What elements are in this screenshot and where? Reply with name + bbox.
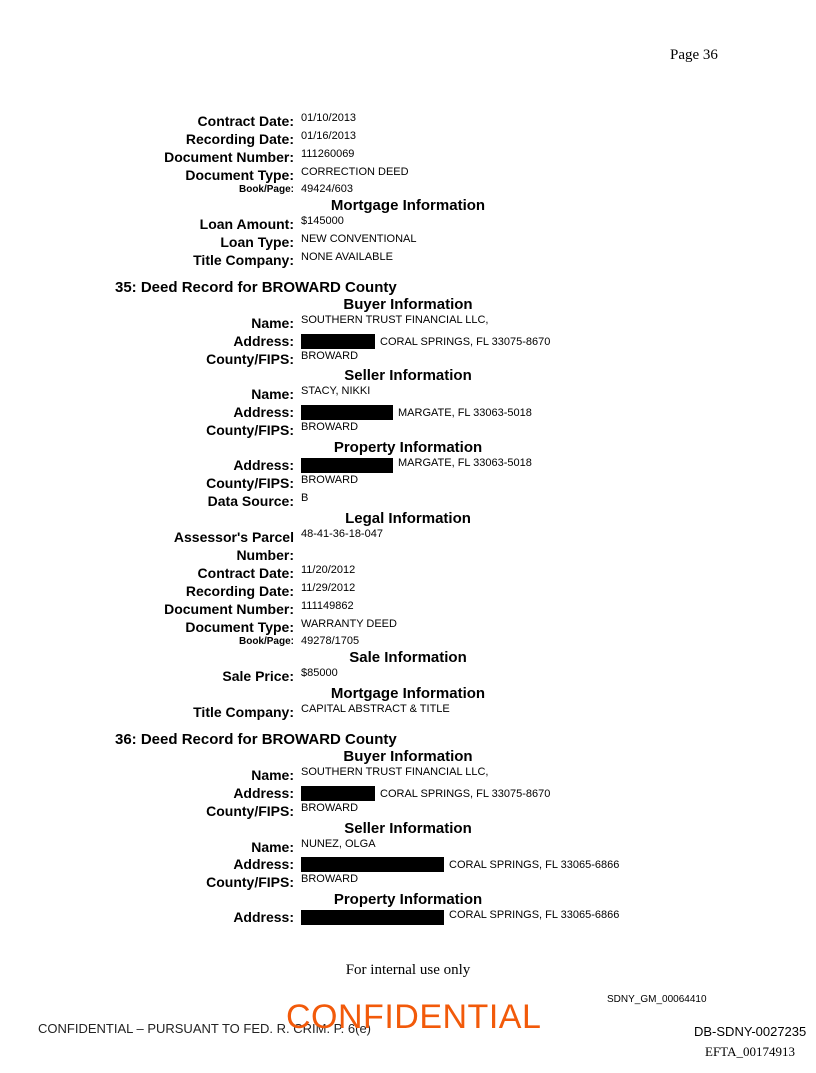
recording-date-label: Recording Date: — [185, 131, 294, 147]
fed-rule-notice: CONFIDENTIAL – PURSUANT TO FED. R. CRIM. P. 6(e) — [38, 1021, 372, 1036]
buyer-county-value: BROWARD — [301, 350, 359, 362]
buyer-address-label: Address: — [233, 785, 294, 801]
bates-number: SDNY_GM_00064410 — [607, 994, 707, 1005]
property-address-tail: MARGATE, FL 33063-5018 — [398, 457, 532, 469]
seller-name-label: Name: — [251, 386, 294, 402]
buyer-name-value: SOUTHERN TRUST FINANCIAL LLC, — [301, 766, 489, 778]
buyer-address-tail: CORAL SPRINGS, FL 33075-8670 — [380, 788, 551, 800]
loan-amount-value: $145000 — [301, 215, 344, 227]
record-35-contract-date-row — [0, 564, 816, 582]
redaction-box — [301, 857, 444, 872]
record-35-sale-heading: Sale Information — [349, 649, 467, 666]
book-page-label: Book/Page: — [238, 184, 294, 195]
record-36-buyer-name-row — [0, 766, 816, 784]
seller-address-label: Address: — [233, 856, 294, 872]
record-35-title-company-row — [0, 703, 816, 721]
contract-date-row — [0, 112, 816, 130]
page-number: Page 36 — [670, 47, 718, 63]
seller-name-value: STACY, NIKKI — [301, 385, 371, 397]
record-35-mortgage-heading: Mortgage Information — [330, 685, 486, 702]
record-35-seller-address-row — [0, 403, 816, 421]
buyer-name-label: Name: — [251, 315, 294, 331]
record-36-buyer-county-row — [0, 802, 816, 820]
record-35-heading: 35: Deed Record for BROWARD County — [115, 279, 397, 296]
loan-type-row — [0, 233, 816, 251]
property-address-label: Address: — [233, 909, 294, 925]
title-company-label: Title Company: — [193, 252, 294, 268]
loan-type-label: Loan Type: — [220, 234, 294, 250]
document-type-value: CORRECTION DEED — [301, 166, 409, 178]
redaction-box — [301, 458, 393, 473]
seller-name-label: Name: — [251, 839, 294, 855]
title-company-value: CAPITAL ABSTRACT & TITLE — [301, 703, 450, 715]
record-36-heading: 36: Deed Record for BROWARD County — [115, 731, 397, 748]
book-page-value: 49424/603 — [301, 183, 353, 195]
record-36-property-heading: Property Information — [333, 891, 483, 908]
document-number-row — [0, 148, 816, 166]
mortgage-heading: Mortgage Information — [330, 197, 486, 214]
book-page-value: 49278/1705 — [301, 635, 360, 647]
record-35-recording-date-row — [0, 582, 816, 600]
record-35-property-heading: Property Information — [333, 439, 483, 456]
recording-date-value: 01/16/2013 — [301, 130, 357, 142]
confidential-stamp: CONFIDENTIAL — [286, 998, 542, 1036]
title-company-label: Title Company: — [193, 704, 294, 720]
book-page-label: Book/Page: — [238, 636, 294, 647]
record-36-seller-name-row — [0, 838, 816, 856]
title-company-value: NONE AVAILABLE — [301, 251, 393, 263]
document-type-label: Document Type: — [185, 619, 294, 635]
seller-county-label: County/FIPS: — [206, 874, 294, 890]
record-36-buyer-heading: Buyer Information — [343, 748, 473, 765]
property-address-tail: CORAL SPRINGS, FL 33065-6866 — [449, 909, 620, 921]
redaction-box — [301, 405, 393, 420]
record-35-parcel-row — [0, 528, 816, 564]
seller-county-label: County/FIPS: — [206, 422, 294, 438]
record-35-seller-heading: Seller Information — [344, 367, 472, 384]
contract-date-label: Contract Date: — [197, 113, 294, 129]
record-36-seller-address-row — [0, 855, 816, 873]
db-sdny-number: DB-SDNY-0027235 — [694, 1024, 807, 1039]
record-35-buyer-name-row — [0, 314, 816, 332]
buyer-county-label: County/FIPS: — [206, 803, 294, 819]
seller-county-value: BROWARD — [301, 873, 359, 885]
record-35-buyer-county-row — [0, 350, 816, 368]
record-35-seller-name-row — [0, 385, 816, 403]
redaction-box — [301, 786, 375, 801]
document-number-label: Document Number: — [164, 601, 294, 617]
internal-use-note: For internal use only — [345, 962, 471, 978]
loan-type-value: NEW CONVENTIONAL — [301, 233, 417, 245]
record-36-seller-county-row — [0, 873, 816, 891]
record-35-document-type-row — [0, 618, 816, 636]
buyer-address-tail: CORAL SPRINGS, FL 33075-8670 — [380, 336, 551, 348]
record-35-buyer-address-row — [0, 332, 816, 350]
record-35-buyer-heading: Buyer Information — [343, 296, 473, 313]
record-36-property-address-row — [0, 908, 816, 926]
data-source-value: B — [301, 492, 309, 504]
record-36-seller-heading: Seller Information — [344, 820, 472, 837]
property-county-value: BROWARD — [301, 474, 359, 486]
data-source-label: Data Source: — [207, 493, 294, 509]
document-type-value: WARRANTY DEED — [301, 618, 397, 630]
redaction-box — [301, 334, 375, 349]
seller-name-value: NUNEZ, OLGA — [301, 838, 376, 850]
record-35-sale-price-row — [0, 667, 816, 685]
recording-date-value: 11/29/2012 — [301, 582, 356, 594]
title-company-row — [0, 251, 816, 269]
record-35-seller-county-row — [0, 421, 816, 439]
seller-address-label: Address: — [233, 404, 294, 420]
record-35-data-source-row — [0, 492, 816, 510]
seller-county-value: BROWARD — [301, 421, 359, 433]
document-number-label: Document Number: — [164, 149, 294, 165]
loan-amount-label: Loan Amount: — [199, 216, 294, 232]
property-address-label: Address: — [233, 457, 294, 473]
buyer-county-value: BROWARD — [301, 802, 359, 814]
loan-amount-row — [0, 215, 816, 233]
record-35-document-number-row — [0, 600, 816, 618]
buyer-name-value: SOUTHERN TRUST FINANCIAL LLC, — [301, 314, 489, 326]
buyer-county-label: County/FIPS: — [206, 351, 294, 367]
record-35-legal-heading: Legal Information — [345, 510, 471, 527]
document-number-value: 111260069 — [301, 148, 355, 160]
document-type-label: Document Type: — [185, 167, 294, 183]
property-county-label: County/FIPS: — [206, 475, 294, 491]
document-number-value: 111149862 — [301, 600, 354, 612]
seller-address-tail: CORAL SPRINGS, FL 33065-6866 — [449, 859, 620, 871]
document-type-row — [0, 166, 816, 184]
record-35-property-county-row — [0, 474, 816, 492]
contract-date-value: 01/10/2013 — [301, 112, 357, 124]
recording-date-label: Recording Date: — [185, 583, 294, 599]
parcel-number-value: 48-41-36-18-047 — [301, 528, 383, 540]
parcel-label-line2: Number: — [236, 547, 294, 563]
sale-price-label: Sale Price: — [222, 668, 294, 684]
buyer-address-label: Address: — [233, 333, 294, 349]
record-36-buyer-address-row — [0, 784, 816, 802]
contract-date-label: Contract Date: — [197, 565, 294, 581]
parcel-label-line1: Assessor's Parcel — [173, 529, 294, 545]
redaction-box — [301, 910, 444, 925]
efta-number: EFTA_00174913 — [705, 1044, 795, 1059]
contract-date-value: 11/20/2012 — [301, 564, 356, 576]
seller-address-tail: MARGATE, FL 33063-5018 — [398, 407, 532, 419]
sale-price-value: $85000 — [301, 667, 338, 679]
buyer-name-label: Name: — [251, 767, 294, 783]
record-35-property-address-row — [0, 456, 816, 474]
recording-date-row — [0, 130, 816, 148]
